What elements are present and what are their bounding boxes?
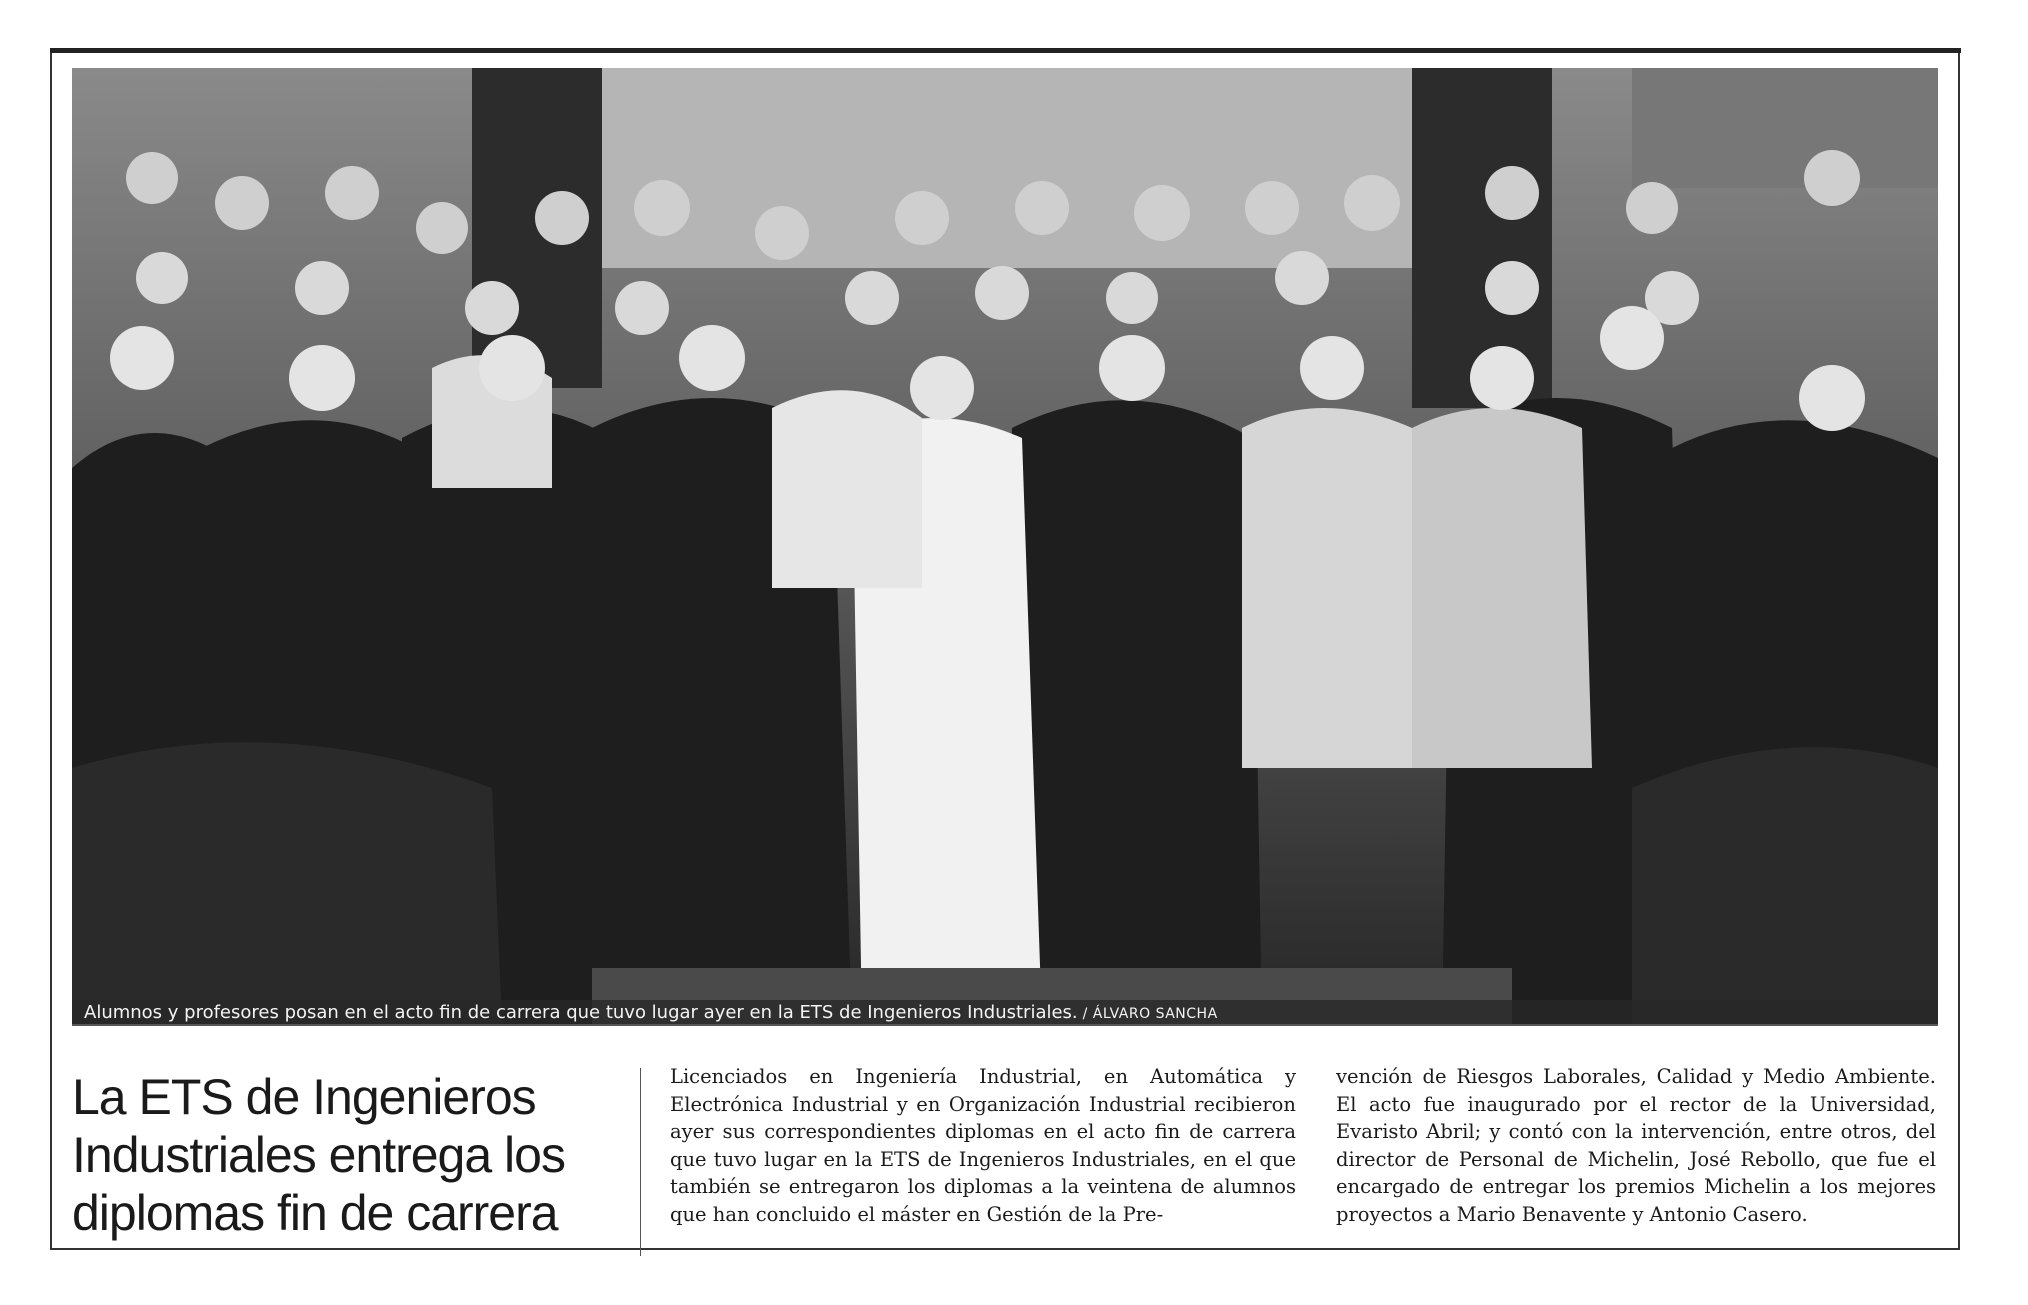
caption-text: Alumnos y profesores posan en el acto fin de carrera que tuvo lugar ayer en la ETS de Ingenieros Industriales.: [84, 1002, 1078, 1023]
body-column-1: Licenciados en Ingeniería Industrial, en Automática y Electrónica Industrial y en Organización Industrial recibieron ayer sus correspondientes diplomas en el acto fin de carrera que tuvo lugar en la ETS de Ingenieros Industriales, en el que también se entregaron los diplomas a la veintena de alumnos que han concluido el máster en Gestión de la Pre-: [670, 1065, 1296, 1226]
group-photo-illustration: [72, 68, 1938, 1024]
body-column-2: vención de Riesgos Laborales, Calidad y Medio Ambiente. El acto fue inaugurado por el rector de la Universidad, Evaristo Abril; y contó con la intervención, entre otros, del director de Personal de Michelin, José Rebollo, que fue el encargado de entregar los premios Michelin a los mejores proyectos a Mario Benavente y Antonio Casero.: [1336, 1065, 1936, 1226]
photo-caption: [72, 1000, 1938, 1026]
article-headline: La ETS de Ingenieros Industriales entrega los diplomas fin de carrera: [72, 1069, 565, 1241]
group-photo: [72, 68, 1938, 1024]
column-divider: [640, 1068, 641, 1256]
photo-credit: / ÁLVARO SANCHA: [1077, 1006, 1218, 1022]
